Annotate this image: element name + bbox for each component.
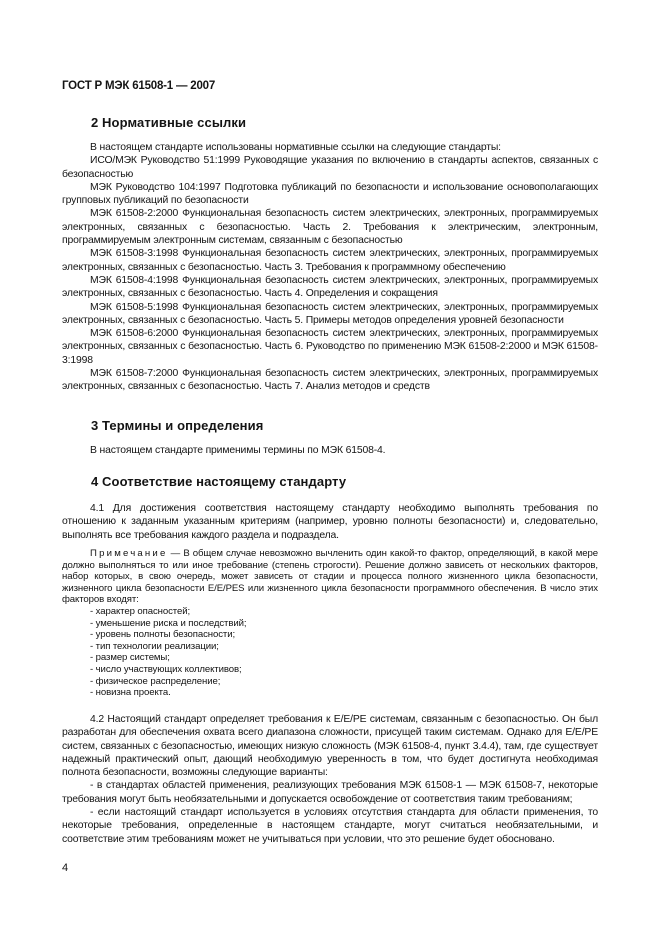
variant-item: - если настоящий стандарт используется в условиях отсутствия стандарта для области применения, то некоторые требования, определенные в настоящем стандарте, могут считаться необязательными, и соответствие этим требованиям может не учитываться при условии, что это решение будет обосновано. — [62, 807, 598, 845]
list-item: - уровень полноты безопасности; — [90, 629, 236, 641]
list-item: - физическое распределение; — [90, 675, 221, 687]
clause-4-2-text: 4.2 Настоящий стандарт определяет требования к E/E/PE системам, связанным с безопасностью. Он был разработан для обеспечения охвата всего диапазона сложности, присущей таким системам. Однако для E/E/PE систем, связанных с безопасностью, имеющих низкую сложность (МЭК 61508-4, пункт 3.4.4), там, где существует надежный практический опыт, дающий необходимую уверенность в том, что будет достигнута необходимая полнота безопасности, возможны следующие варианты: — [62, 714, 598, 779]
list-item: - уменьшение риска и последствий; — [90, 617, 247, 629]
reference-item: МЭК 61508-4:1998 Функциональная безопасность систем электрических, электронных, программируемых электронных, связанных с безопасностью. Часть 4. Определения и сокращения — [62, 274, 598, 300]
document-header: ГОСТ Р МЭК 61508-1 — 2007 — [62, 80, 216, 92]
note-text: — В общем случае невозможно вычленить один какой-то фактор, определяющий, в какой мере должно выполняться то или иное требование (степень строгости). Решение должно зависеть от нескольких факторов, набор которых, в свою очередь, может зависеть от стадии и процесса полного жизненного цикла безопасности, жизненного цикла безопасности E/E/PES или жизненного цикла безопасности программного обеспечения. В число этих факторов входят: — [62, 548, 598, 606]
section-3-text: В настоящем стандарте применимы термины по МЭК 61508-4. — [90, 445, 386, 456]
section-4-title: 4 Соответствие настоящему стандарту — [91, 474, 347, 489]
section-3-body — [62, 444, 598, 457]
reference-item: МЭК 61508-6:2000 Функциональная безопасность систем электрических, электронных, программируемых электронных, связанных с безопасностью. Часть 6. Руководство по применению МЭК 61508-2:2000 и МЭК 61508-3:1998 — [62, 328, 598, 366]
clause-4-1 — [62, 502, 598, 542]
list-item: - новизна проекта. — [90, 687, 171, 699]
list-item: - число участвующих коллективов; — [90, 663, 242, 675]
list-item: - размер системы; — [90, 652, 170, 664]
list-item: - характер опасностей; — [90, 605, 191, 617]
reference-item: ИСО/МЭК Руководство 51:1999 Руководящие указания по включению в стандарты аспектов, связанных с безопасностью — [62, 155, 598, 180]
reference-item: МЭК 61508-3:1998 Функциональная безопасность систем электрических, электронных, программируемых электронных, связанных с безопасностью. Часть 3. Требования к программному обеспечению — [62, 248, 598, 273]
list-item: - тип технологии реализации; — [90, 640, 219, 652]
section-2-intro: В настоящем стандарте использованы нормативные ссылки на следующие стандарты: — [90, 142, 501, 153]
note-paragraph — [62, 548, 598, 606]
variant-item: - в стандартах областей применения, реализующих требования МЭК 61508-1 — МЭК 61508-7, некоторые требования могут быть необязательными и допускается освобождение от соответствия таким требованиям; — [62, 780, 598, 805]
clause-4-1-text: 4.1 Для достижения соответствия настоящему стандарту необходимо выполнять требования по отношению к заданным указанным критериям (например, уровню полноты безопасности) и, следовательно, выполнять все требования каждого раздела и подраздела. — [62, 503, 598, 541]
reference-item: МЭК 61508-2:2000 Функциональная безопасность систем электрических, электронных, программируемых электронных, связанных с безопасностью. Часть 2. Требования к электрическим, электронным, программируемым электронным системам, связанным с безопасностью — [62, 208, 598, 247]
section-2-title: 2 Нормативные ссылки — [91, 115, 247, 130]
section-2-body — [62, 141, 598, 394]
reference-item: МЭК 61508-5:1998 Функциональная безопасность систем электрических, электронных, программируемых электронных, связанных с безопасностью. Часть 5. Примеры методов определения уровней безопасности — [62, 301, 598, 326]
note-label: Примечание — [90, 548, 168, 559]
reference-item: МЭК Руководство 104:1997 Подготовка публикаций по безопасности и использование основополагающих групповых публикаций по безопасности — [62, 181, 598, 207]
page-number: 4 — [62, 862, 69, 874]
section-3-title: 3 Термины и определения — [91, 418, 264, 433]
note-block — [62, 548, 598, 699]
note-factor-list — [62, 606, 598, 699]
clause-4-2 — [62, 713, 598, 846]
reference-item: МЭК 61508-7:2000 Функциональная безопасность систем электрических, электронных, программируемых электронных, связанных с безопасностью. Часть 7. Анализ методов и средств — [62, 368, 598, 393]
